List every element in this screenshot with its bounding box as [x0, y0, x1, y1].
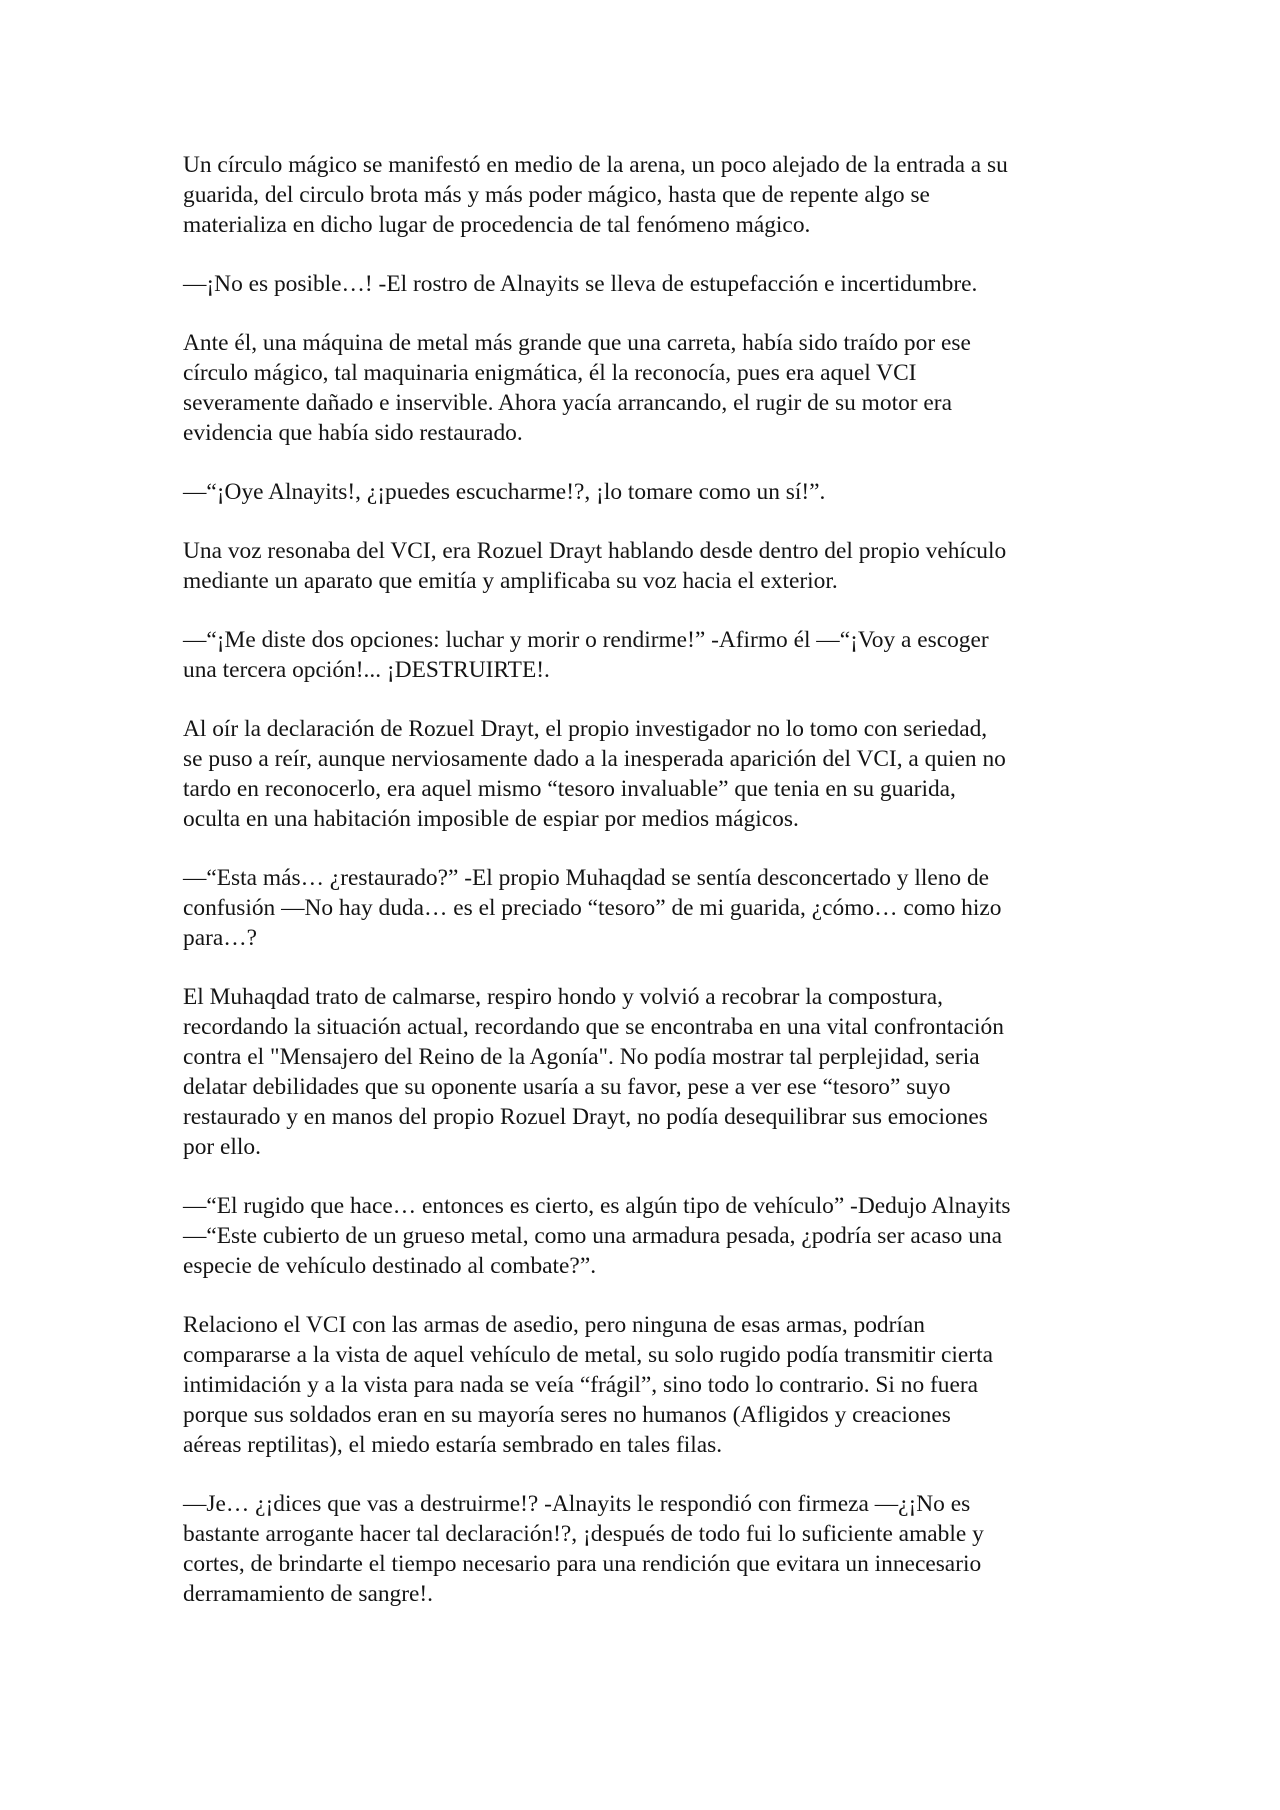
text-line: cortes, de brindarte el tiempo necesario para una rendición que evitara un innecesario: [183, 1551, 982, 1577]
text-line: Relaciono el VCI con las armas de asedio, pero ninguna de esas armas, podrían: [183, 1312, 925, 1338]
text-line: Al oír la declaración de Rozuel Drayt, el propio investigador no lo tomo con seriedad,: [183, 716, 988, 742]
paragraph: [183, 625, 1103, 685]
paragraph: [183, 269, 1103, 299]
text-line: compararse a la vista de aquel vehículo de metal, su solo rugido podía transmitir cierta: [183, 1342, 993, 1368]
text-line: materializa en dicho lugar de procedencia de tal fenómeno mágico.: [183, 212, 811, 238]
paragraph: [183, 1191, 1103, 1281]
text-line: —“El rugido que hace… entonces es cierto, es algún tipo de vehículo” -Dedujo Alnayits: [183, 1193, 1011, 1219]
document-body: [183, 150, 1103, 1638]
text-line: Ante él, una máquina de metal más grande que una carreta, había sido traído por ese: [183, 330, 971, 356]
text-line: bastante arrogante hacer tal declaración!?, ¡después de todo fui lo suficiente amable y: [183, 1521, 984, 1547]
text-line: una tercera opción!... ¡DESTRUIRTE!.: [183, 657, 550, 683]
text-line: Una voz resonaba del VCI, era Rozuel Drayt hablando desde dentro del propio vehículo: [183, 538, 1007, 564]
text-line: mediante un aparato que emitía y amplificaba su voz hacia el exterior.: [183, 568, 838, 594]
text-line: se puso a reír, aunque nerviosamente dado a la inesperada aparición del VCI, a quien no: [183, 746, 1006, 772]
text-line: confusión —No hay duda… es el preciado “tesoro” de mi guarida, ¿cómo… como hizo: [183, 895, 1002, 921]
paragraph: [183, 150, 1103, 240]
text-line: —“Este cubierto de un grueso metal, como una armadura pesada, ¿podría ser acaso una: [183, 1223, 1002, 1249]
text-line: oculta en una habitación imposible de espiar por medios mágicos.: [183, 806, 799, 832]
text-line: por ello.: [183, 1134, 261, 1160]
text-line: derramamiento de sangre!.: [183, 1581, 434, 1607]
text-line: El Muhaqdad trato de calmarse, respiro hondo y volvió a recobrar la compostura,: [183, 984, 943, 1010]
text-line: contra el "Mensajero del Reino de la Agonía". No podía mostrar tal perplejidad, seria: [183, 1044, 980, 1070]
text-line: recordando la situación actual, recordando que se encontraba en una vital confrontación: [183, 1014, 1004, 1040]
text-line: —“Esta más… ¿restaurado?” -El propio Muhaqdad se sentía desconcertado y lleno de: [183, 865, 990, 891]
text-line: especie de vehículo destinado al combate?”.: [183, 1253, 597, 1279]
text-line: severamente dañado e inservible. Ahora yacía arrancando, el rugir de su motor era: [183, 390, 952, 416]
text-line: evidencia que había sido restaurado.: [183, 420, 523, 446]
text-line: delatar debilidades que su oponente usaría a su favor, pese a ver ese “tesoro” suyo: [183, 1074, 951, 1100]
paragraph: [183, 714, 1103, 834]
text-line: círculo mágico, tal maquinaria enigmática, él la reconocía, pues era aquel VCI: [183, 360, 917, 386]
text-line: —Je… ¿¡dices que vas a destruirme!? -Alnayits le respondió con firmeza —¿¡No es: [183, 1491, 971, 1517]
paragraph: [183, 1489, 1103, 1609]
text-line: —¡No es posible…! -El rostro de Alnayits se lleva de estupefacción e incertidumbre.: [183, 271, 978, 297]
text-line: Un círculo mágico se manifestó en medio de la arena, un poco alejado de la entrada a su: [183, 152, 1008, 178]
paragraph: [183, 477, 1103, 507]
text-line: —“¡Me diste dos opciones: luchar y morir o rendirme!” -Afirmo él —“¡Voy a escoger: [183, 627, 989, 653]
text-line: porque sus soldados eran en su mayoría seres no humanos (Afligidos y creaciones: [183, 1402, 951, 1428]
text-line: para…?: [183, 925, 258, 951]
paragraph: [183, 1310, 1103, 1460]
text-line: restaurado y en manos del propio Rozuel Drayt, no podía desequilibrar sus emociones: [183, 1104, 988, 1130]
text-line: tardo en reconocerlo, era aquel mismo “tesoro invaluable” que tenia en su guarida,: [183, 776, 956, 802]
text-line: —“¡Oye Alnayits!, ¿¡puedes escucharme!?, ¡lo tomare como un sí!”.: [183, 479, 826, 505]
text-line: intimidación y a la vista para nada se veía “frágil”, sino todo lo contrario. Si no fuera: [183, 1372, 979, 1398]
text-line: guarida, del circulo brota más y más poder mágico, hasta que de repente algo se: [183, 182, 930, 208]
paragraph: [183, 982, 1103, 1162]
paragraph: [183, 328, 1103, 448]
paragraph: [183, 863, 1103, 953]
paragraph: [183, 536, 1103, 596]
text-line: aéreas reptilitas), el miedo estaría sembrado en tales filas.: [183, 1432, 723, 1458]
